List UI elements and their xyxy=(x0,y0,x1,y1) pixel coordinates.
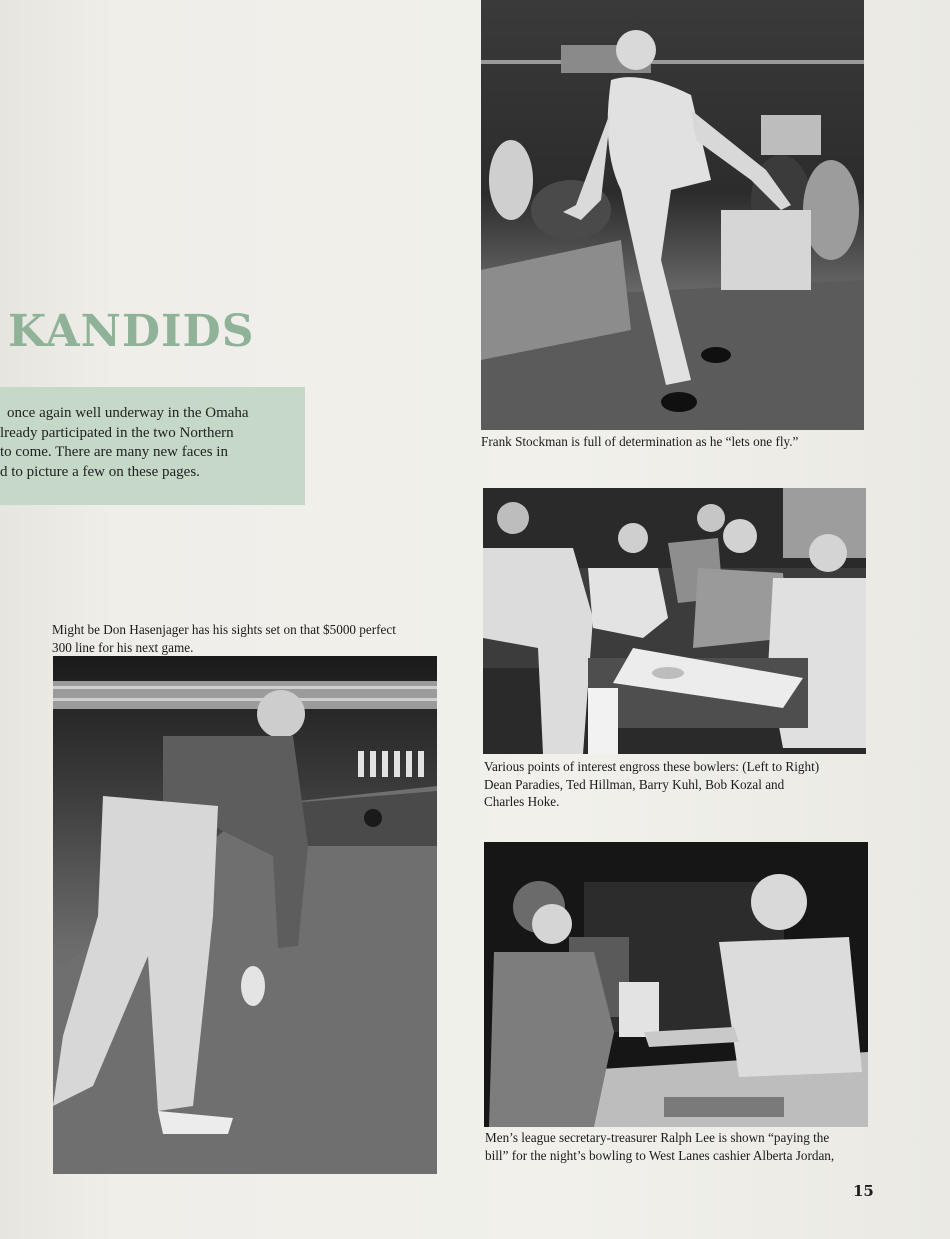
photo-hasenjager-image xyxy=(53,656,437,1174)
caption-stockman xyxy=(481,433,798,451)
caption-group xyxy=(484,758,819,811)
photo-group xyxy=(483,488,866,754)
caption-line: Frank Stockman is full of determination as he “lets one fly.” xyxy=(481,434,799,449)
caption-hasenjager xyxy=(52,621,396,656)
photo-stockman-image xyxy=(481,0,864,430)
intro-line: d to picture a few on these pages. xyxy=(0,463,200,480)
intro-line: once again well underway in the Omaha xyxy=(7,405,249,421)
caption-line: Various points of interest engross these bowlers: (Left to Right) xyxy=(484,759,820,774)
caption-line: Might be Don Hasenjager has his sights set on that $5000 perfect xyxy=(52,622,396,637)
caption-line: Men’s league secretary-treasurer Ralph Lee is shown “paying the xyxy=(485,1130,830,1145)
photo-stockman xyxy=(481,0,864,430)
intro-box xyxy=(0,387,305,505)
photo-group-image xyxy=(483,488,866,754)
photo-lee xyxy=(484,842,868,1127)
page-title: KANDIDS xyxy=(8,306,255,357)
photo-hasenjager xyxy=(53,656,437,1174)
caption-line: Dean Paradies, Ted Hillman, Barry Kuhl, Bob Kozal and xyxy=(484,776,785,792)
caption-line: bill” for the night’s bowling to West Lanes cashier Alberta Jordan, xyxy=(485,1147,835,1163)
intro-line: to come. There are many new faces in xyxy=(0,444,228,460)
photo-lee-image xyxy=(484,842,868,1127)
caption-line: Charles Hoke. xyxy=(484,794,560,809)
caption-line: 300 line for his next game. xyxy=(52,639,194,655)
page-number: 15 xyxy=(853,1182,874,1200)
caption-lee xyxy=(485,1129,834,1164)
intro-line: lready participated in the two Northern xyxy=(0,424,234,441)
